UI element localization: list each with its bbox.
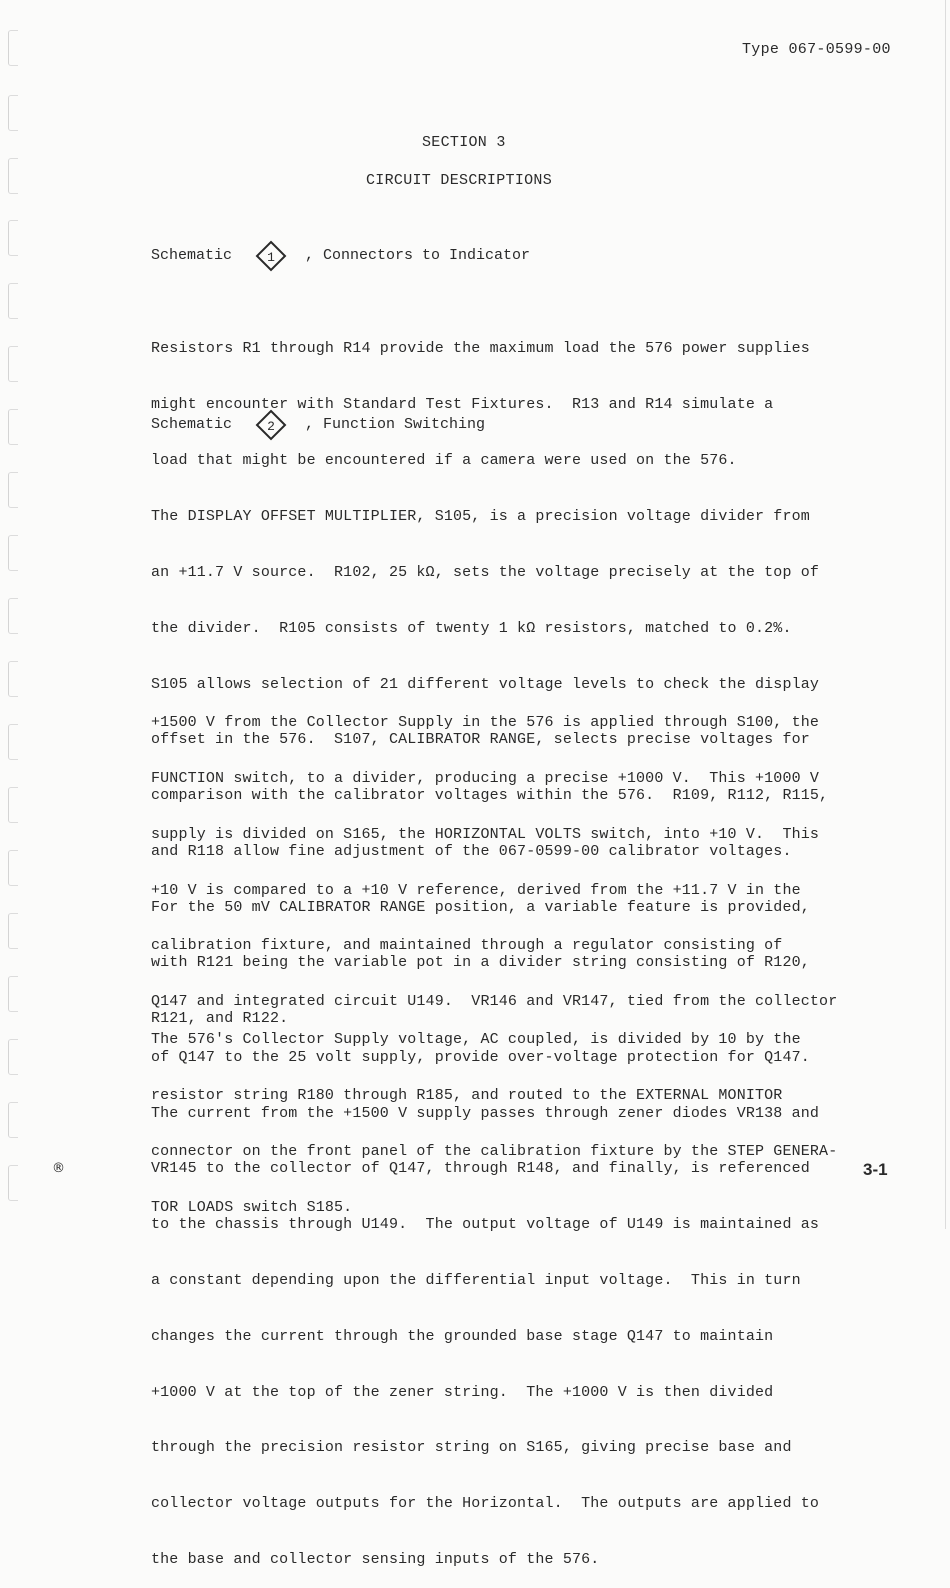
text-line: and R118 allow fine adjustment of the 067-0599-00 calibrator voltages. [151, 842, 792, 860]
paragraph-connectors [151, 303, 921, 489]
text-line: load that might be encountered if a camera were used on the 576. [151, 451, 737, 469]
text-line: R121, and R122. [151, 1010, 289, 1028]
tektronix-logo: ® [52, 1161, 65, 1176]
paragraph-external-monitor [151, 994, 921, 1236]
text-line: Resistors R1 through R14 provide the maximum load the 576 power supplies [151, 340, 810, 358]
schematic-number: 1 [267, 250, 275, 265]
text-line: FUNCTION switch, to a divider, producing a precise +1000 V. This +1000 V [151, 769, 820, 787]
text-line: collector voltage outputs for the Horizontal. The outputs are applied to [151, 1495, 820, 1513]
text-line: the base and collector sensing inputs of the 576. [151, 1550, 600, 1568]
text-line: +1500 V from the Collector Supply in the 576 is applied through S100, the [151, 714, 820, 732]
schematic-title: , Function Switching [305, 416, 486, 433]
diamond-number-icon [255, 409, 287, 441]
text-line: TOR LOADS switch S185. [151, 1198, 353, 1216]
page-number: 3-1 [863, 1160, 888, 1179]
text-line: Q147 and integrated circuit U149. VR146 and VR147, tied from the collector [151, 993, 838, 1011]
text-line: through the precision resistor string on S165, giving precise base and [151, 1439, 792, 1457]
text-line: a constant depending upon the differential input voltage. This in turn [151, 1272, 801, 1289]
text-line: resistor string R180 through R185, and routed to the EXTERNAL MONITOR [151, 1086, 783, 1104]
text-line: The DISPLAY OFFSET MULTIPLIER, S105, is a precision voltage divider from [151, 508, 810, 526]
text-line: an +11.7 V source. R102, 25 kΩ, sets the voltage precisely at the top of [151, 563, 820, 581]
text-line: The current from the +1500 V supply passes through zener diodes VR138 and [151, 1104, 820, 1122]
text-line: S105 allows selection of 21 different voltage levels to check the display [151, 675, 820, 693]
section-number: SECTION 3 [422, 134, 506, 151]
text-line: For the 50 mV CALIBRATOR RANGE position, a variable feature is provided, [151, 898, 810, 916]
text-line: comparison with the calibrator voltages within the 576. R109, R112, R115, [151, 787, 829, 805]
text-line: The 576's Collector Supply voltage, AC coupled, is divided by 10 by the [151, 1031, 801, 1049]
text-line: offset in the 576. S107, CALIBRATOR RANGE, selects precise voltages for [151, 731, 810, 749]
text-line: might encounter with Standard Test Fixtures. R13 and R14 simulate a [151, 395, 774, 413]
text-line: with R121 being the variable pot in a divider string consisting of R120, [151, 954, 810, 972]
text-line: changes the current through the grounded base stage Q147 to maintain [151, 1327, 774, 1345]
type-number: Type 067-0599-00 [742, 41, 891, 58]
text-line: the divider. R105 consists of twenty 1 kΩ resistors, matched to 0.2%. [151, 619, 792, 637]
schematic-label: Schematic [151, 247, 233, 264]
text-line: +1000 V at the top of the zener string. The +1000 V is then divided [151, 1383, 774, 1401]
schematic-1-heading [151, 240, 531, 274]
diamond-number-icon [255, 240, 287, 272]
text-line: +10 V is compared to a +10 V reference, derived from the +11.7 V in the [151, 881, 801, 899]
schematic-label: Schematic [151, 416, 233, 433]
text-line: to the chassis through U149. The output voltage of U149 is maintained as [151, 1216, 820, 1234]
page-edge [945, 0, 946, 1229]
schematic-number: 2 [267, 419, 275, 434]
text-line: connector on the front panel of the calibration fixture by the STEP GENERA- [151, 1142, 838, 1160]
schematic-2-heading [151, 409, 486, 443]
text-line: calibration fixture, and maintained through a regulator consisting of [151, 937, 783, 955]
section-title: CIRCUIT DESCRIPTIONS [366, 172, 553, 189]
text-line: supply is divided on S165, the HORIZONTAL VOLTS switch, into +10 V. This [151, 825, 820, 843]
text-line: VR145 to the collector of Q147, through R148, and finally, is referenced [151, 1160, 810, 1178]
text-line: of Q147 to the 25 volt supply, provide over-voltage protection for Q147. [151, 1048, 810, 1066]
schematic-title: , Connectors to Indicator [305, 247, 531, 264]
